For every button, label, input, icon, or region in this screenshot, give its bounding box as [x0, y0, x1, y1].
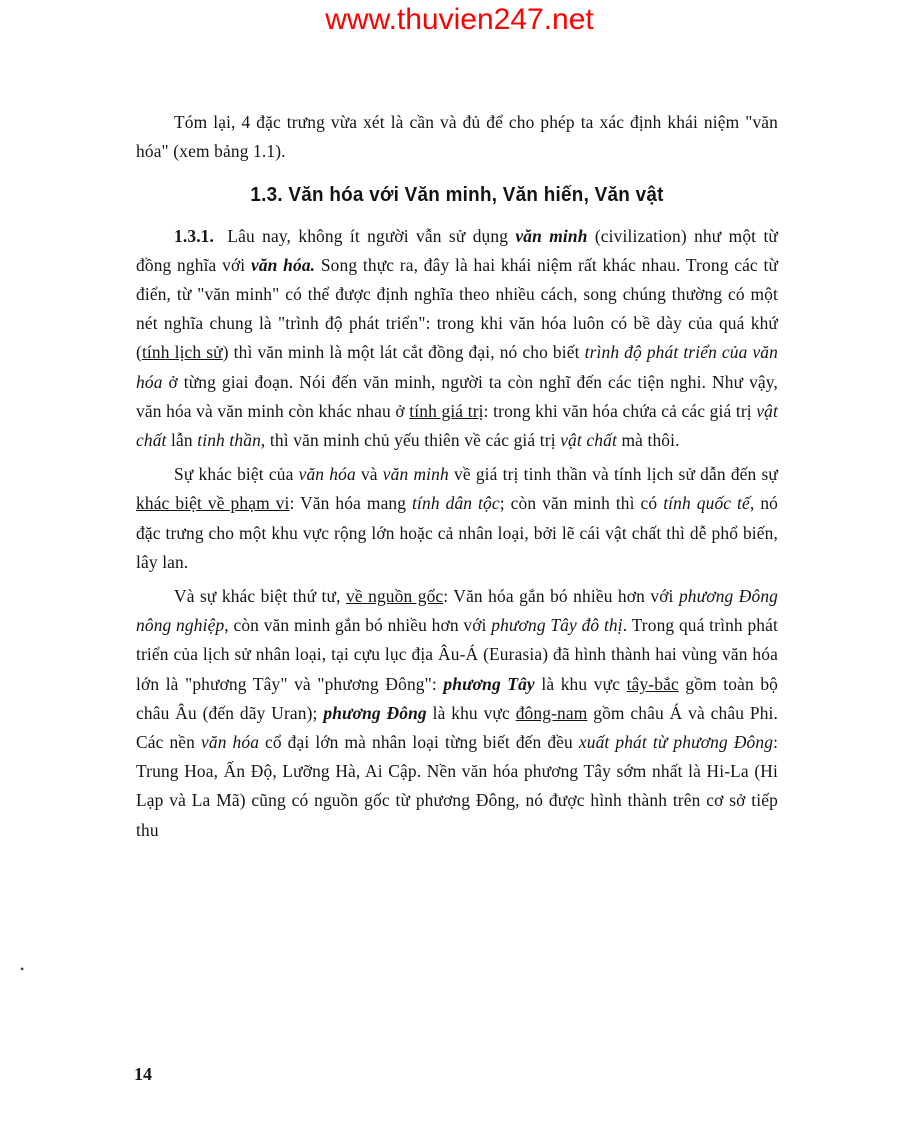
paragraph-civilization: 1.3.1. Lâu nay, không ít người vẫn sử dụng văn minh (civilization) như một từ đồng nghĩa với văn hóa. Song thực ra, đây là hai khái niệm rất khác nhau. Trong các từ điển, từ "văn minh" có thể được định nghĩa theo nhiều cách, song chúng thường có một nét nghĩa chung là "trình độ phát triển": trong khi văn hóa luôn có bề dày của quá khứ (tính lịch sử) thì văn minh là một lát cắt đồng đại, nó cho biết trình độ phát triển của văn hóa ở từng giai đoạn. Nói đến văn minh, người ta còn nghĩ đến các tiện nghi. Như vậy, văn hóa và văn minh còn khác nhau ở tính giá trị: trong khi văn hóa chứa cả các giá trị vật chất lẫn tinh thần, thì văn minh chủ yếu thiên về các giá trị vật chất mà thôi. — [136, 225, 779, 451]
section-number: 1.3.1. — [174, 225, 215, 246]
paragraph-summary: Tóm lại, 4 đặc trưng vừa xét là cần và đủ để cho phép ta xác định khái niệm "văn hóa" (xem bảng 1.1). — [136, 112, 778, 162]
page-body — [136, 108, 778, 850]
section-heading: 1.3. Văn hóa với Văn minh, Văn hiến, Văn vật — [250, 183, 664, 207]
margin-mark: • — [20, 962, 25, 976]
watermark-link[interactable]: www.thuvien247.net — [325, 3, 594, 36]
paragraph-origin: Và sự khác biệt thứ tư, về nguồn gốc: Văn hóa gắn bó nhiều hơn với phương Đông nông nghiệp, còn văn minh gắn bó nhiều hơn với phương Tây đô thị. Trong quá trình phát triển của lịch sử nhân loại, tại cựu lục địa Âu-Á (Eurasia) đã hình thành hai vùng văn hóa lớn là "phương Tây" và "phương Đông": phương Tây là khu vực tây-bắc gồm toàn bộ châu Âu (đến dãy Uran); phương Đông là khu vực đông-nam gồm châu Á và châu Phi. Các nền văn hóa cổ đại lớn mà nhân loại từng biết đến đều xuất phát từ phương Đông: Trung Hoa, Ấn Độ, Lưỡng Hà, Ai Cập. Nền văn hóa phương Tây sớm nhất là Hi-La (Hi Lạp và La Mã) cũng có nguồn gốc từ phương Đông, nó được hình thành trên cơ sở tiếp thu — [136, 586, 779, 840]
paragraph-scope: Sự khác biệt của văn hóa và văn minh về giá trị tinh thần và tính lịch sử dẫn đến sự khác biệt về phạm vi: Văn hóa mang tính dân tộc; còn văn minh thì có tính quốc tế, nó đặc trưng cho một khu vực rộng lớn hoặc cả nhân loại, bởi lẽ cái vật chất thì dễ phổ biến, lây lan. — [136, 464, 779, 572]
page-number: 14 — [134, 1064, 152, 1084]
